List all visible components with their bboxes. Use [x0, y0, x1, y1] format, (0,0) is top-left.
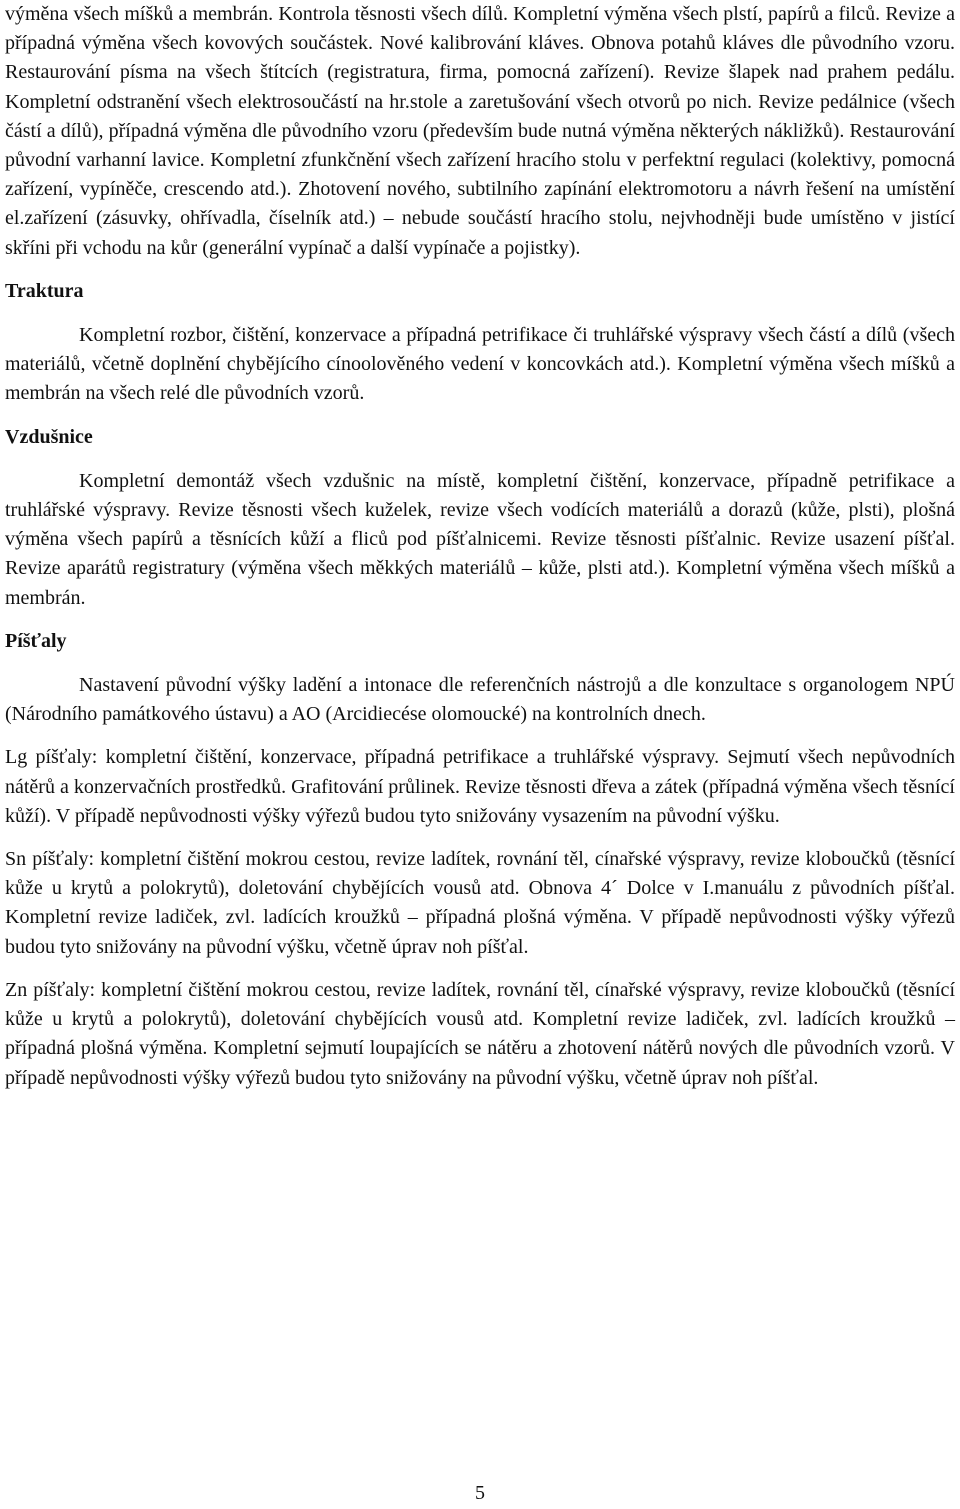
- section-heading-vzdusnice: Vzdušnice: [5, 425, 93, 448]
- intro-paragraph: výměna všech míšků a membrán. Kontrola těsnosti všech dílů. Kompletní výměna všech plstí, papírů a filců. Revize a případná výměna všech kovových součástek. Nové kalibrování kláves. Obnova potahů kláves dle původního vzoru. Restaurování písma na všech štítcích (registratura, firma, pomocná zařízení). Revize šlapek nad prahem pedálu. Kompletní odstranění všech elektrosoučástí na hr.stole a zaretušování všech otvorů po nich. Revize pedálnice (všech částí a dílů), případná výměna dle původního vzoru (především bude nutná výměna některých nákližků). Restaurování původní varhanní lavice. Kompletní zfunkčnění všech zařízení hracího stolu v perfektní regulaci (kolektivy, pomocná zařízení, vypíněče, crescendo atd.). Zhotovení nového, subtilního zapínání elektromotoru a návrh řešení na umístění el.zařízení (zásuvky, ohřívadla, číselník atd.) – nebude součástí hracího stolu, nejvhodněji bude umístěno v jistící skříni při vchodu na kůr (generální vypínač a další vypínače a pojistky).: [5, 3, 955, 259]
- section-heading-pistaly: Píšťaly: [5, 629, 67, 652]
- page-number: 5: [475, 1482, 485, 1504]
- section-vzdusnice: [5, 423, 955, 613]
- paragraph-vzdusnice: Kompletní demontáž všech vzdušnic na místě, kompletní čištění, konzervace, případně petrifikace a truhlářské výspravy. Revize těsnosti všech kuželek, revize všech vodících materiálů a dorazů (kůže, plsti), plošná výměna všech papírů a těsnících kůží a fliců pod píšťalnicemi. Revize těsnosti píšťalnic. Revize usazení píšťal. Revize aparátů registratury (výměna všech měkkých materiálů – kůže, plsti atd.). Kompletní výměna všech míšků a membrán.: [5, 469, 955, 609]
- document-page: [5, 0, 955, 1093]
- paragraph-pistaly-intro: Nastavení původní výšky ladění a intonace dle referenčních nástrojů a dle konzultace s organologem NPÚ (Národního památkového ústavu) a AO (Arcidiecése olomoucké) na kontrolních dnech.: [5, 674, 955, 726]
- section-heading-traktura: Traktura: [5, 279, 84, 302]
- paragraph-sn-pistaly: Sn píšťaly: kompletní čištění mokrou cestou, revize ladítek, rovnání těl, cínařské výspravy, revize kloboučků (těsnící kůže u krytů a polokrytů), doletování chybějících vousů atd. Obnova 4´ Dolce v I.manuálu z původních píšťal. Kompletní revize ladiček, zvl. ladících kroužků – případná plošná výměna. V případě nepůvodnosti výšky výřezů budou tyto snižovány na původní výšku, včetně úprav noh píšťal.: [5, 848, 955, 958]
- paragraph-zn-pistaly: Zn píšťaly: kompletní čištění mokrou cestou, revize ladítek, rovnání těl, cínařské výspravy, revize kloboučků (těsnící kůže u krytů a polokrytů), doletování chybějících vousů atd. Kompletní revize ladiček, zvl. ladících kroužků – případná plošná výměna. Kompletní sejmutí loupajících se nátěru a zhotovení nátěrů nových dle původních vzorů. V případě nepůvodnosti výšky výřezů budou tyto snižovány na původní výšku, včetně úprav noh píšťal.: [5, 978, 955, 1089]
- section-pistaly: [5, 627, 955, 1093]
- section-traktura: [5, 277, 955, 409]
- paragraph-traktura: Kompletní rozbor, čištění, konzervace a případná petrifikace či truhlářské výspravy všech částí a dílů (všech materiálů, včetně doplnění chybějícího cínoolověného vedení v koncovkách atd.). Kompletní výměna všech míšků a membrán na všech relé dle původních vzorů.: [5, 324, 955, 405]
- paragraph-lg-pistaly: Lg píšťaly: kompletní čištění, konzervace, případná petrifikace a truhlářské výspravy. Sejmutí všech nepůvodních nátěrů a konzervačních prostředků. Grafitování průlinek. Revize těsnosti dřeva a zátek (případná výměna všech těsnící kůží). V případě nepůvodnosti výšky výřezů budou tyto snižovány vysazením na původní výšku.: [5, 746, 955, 827]
